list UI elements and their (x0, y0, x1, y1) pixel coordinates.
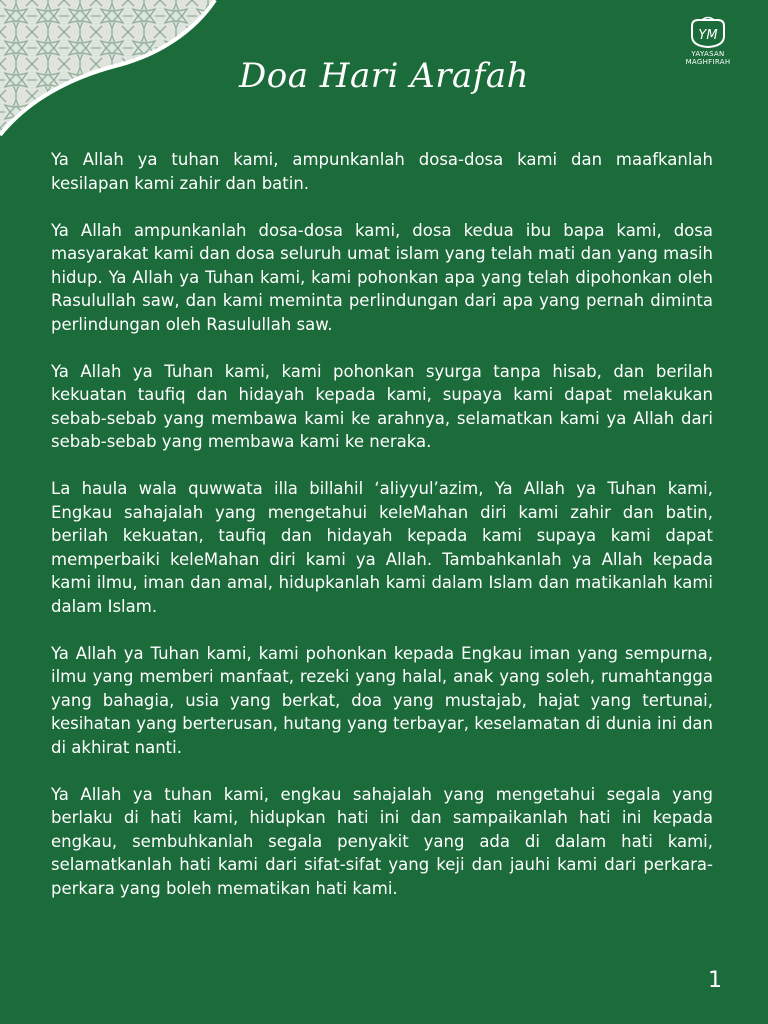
paragraph: Ya Allah ya tuhan kami, ampunkanlah dosa-dosa kami dan maafkanlah kesilapan kami zahir dan batin. (51, 150, 713, 193)
paragraph: La haula wala quwwata illa billahil ‘aliyyul’azim, Ya Allah ya Tuhan kami, Engkau sahajalah yang mengetahui keleMahan diri kami zahir dan batin, berilah kekuatan, taufiq dan hidayah kepada kami supaya kami dapat memperbaiki keleMahan diri kami ya Allah. Tambahkanlah ya Allah kepada kami ilmu, iman dan amal, hidupkanlah kami dalam Islam dan matikanlah kami dalam Islam. (51, 479, 713, 616)
logo-text-line2: MAGHFIRAH (685, 58, 731, 66)
logo-monogram: YM (698, 28, 718, 43)
prayer-text (51, 148, 713, 900)
page-number: 1 (708, 968, 722, 993)
paragraph: Ya Allah ya tuhan kami, engkau sahajalah yang mengetahui segala yang berlaku di hati kami, hidupkan hati ini dan sampaikanlah hati ini kepada engkau, sembuhkanlah segala penyakit yang ada di dalam hati kami, selamatkanlah hati kami dari sifat-sifat yang keji dan jauhi kami dari perkara-perkara yang boleh mematikan hati kami. (51, 784, 713, 898)
logo-text-line1: YAYASAN (691, 50, 725, 58)
page-title: Doa Hari Arafah (239, 56, 529, 96)
paragraph: Ya Allah ampunkanlah dosa-dosa kami, dosa kedua ibu bapa kami, dosa masyarakat kami dan dosa seluruh umat islam yang telah mati dan yang masih hidup. Ya Allah ya Tuhan kami, kami pohonkan apa yang telah dipohonkan oleh Rasulullah saw, dan kami meminta perlindungan dari apa yang pernah diminta perlindungan oleh Rasulullah saw. (51, 220, 713, 334)
paragraph: Ya Allah ya Tuhan kami, kami pohonkan syurga tanpa hisab, dan berilah kekuatan taufiq dan hidayah kepada kami, supaya kami dapat melakukan sebab-sebab yang membawa kami ke arahnya, selamatkan kami ya Allah dari sebab-sebab yang membawa kami ke neraka. (51, 361, 713, 451)
paragraph: Ya Allah ya Tuhan kami, kami pohonkan kepada Engkau iman yang sempurna, ilmu yang memberi manfaat, rezeki yang halal, anak yang soleh, rumahtangga yang bahagia, usia yang berkat, doa yang mustajab, hajat yang tertunai, kesihatan yang berterusan, hutang yang terbayar, keselamatan di dunia ini dan di akhirat nanti. (51, 643, 713, 757)
logo-emblem-icon (688, 16, 728, 50)
